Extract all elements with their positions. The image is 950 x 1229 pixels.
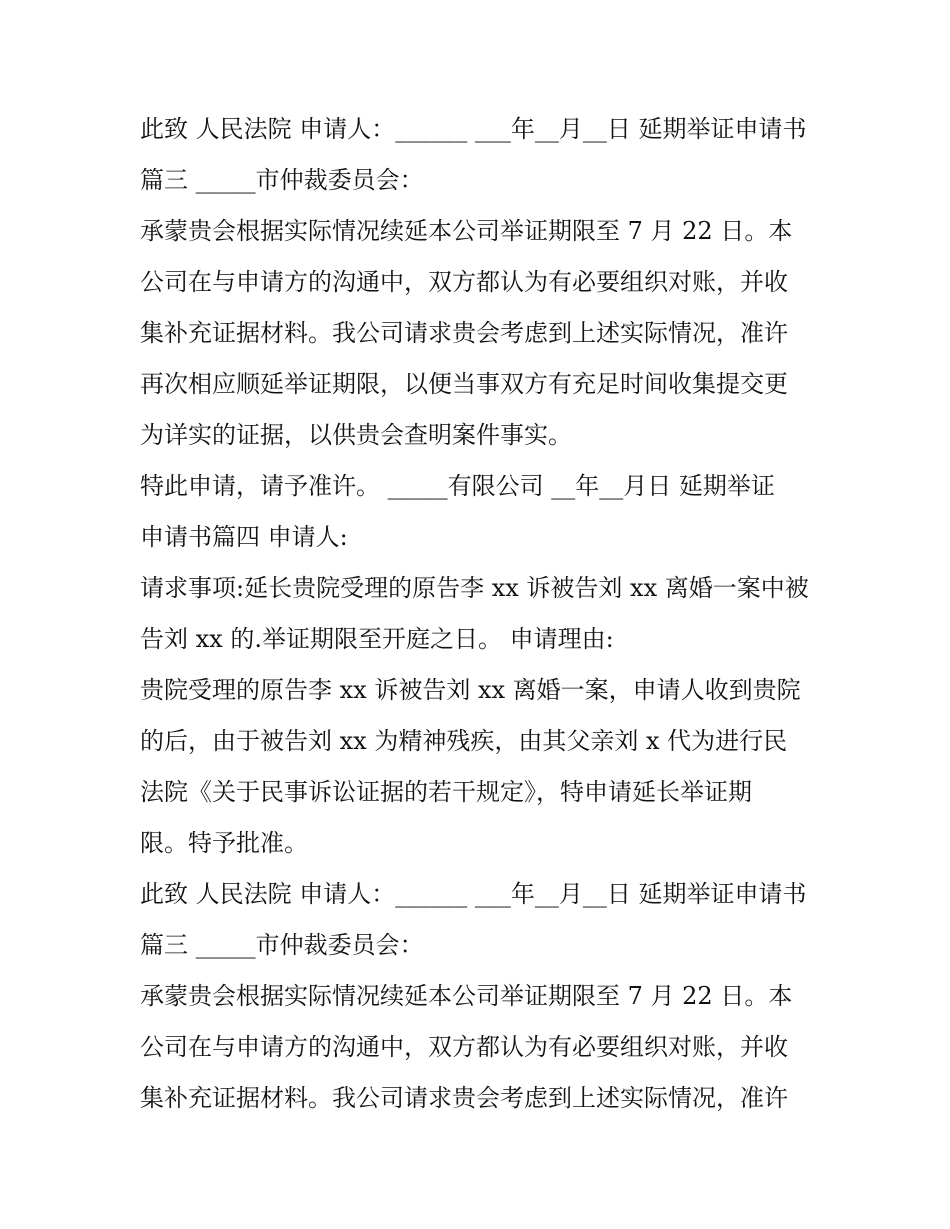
text-line: 法院《关于民事诉讼证据的若干规定》，特申请延长举证期 <box>140 778 752 806</box>
text-line: 为详实的证据，以供贵会查明案件事实。 <box>140 421 572 449</box>
text-line: 此致 人民法院 申请人：______ ___年__月__日 延期举证申请书 <box>140 880 807 908</box>
text-line: 请求事项:延长贵院受理的原告李 xx 诉被告刘 xx 离婚一案中被 <box>140 574 809 602</box>
text-line: 此致 人民法院 申请人：______ ___年__月__日 延期举证申请书 <box>140 115 807 143</box>
text-line: 再次相应顺延举证期限，以便当事双方有充足时间收集提交更 <box>140 370 788 398</box>
text-line: 篇三 _____市仲裁委员会： <box>140 166 424 194</box>
text-line: 集补充证据材料。我公司请求贵会考虑到上述实际情况，准许 <box>140 319 788 347</box>
text-line: 的后，由于被告刘 xx 为精神残疾，由其父亲刘 x 代为进行民 <box>140 727 788 755</box>
text-line: 限。特予批准。 <box>140 829 308 857</box>
text-line: 承蒙贵会根据实际情况续延本公司举证期限至 7 月 22 日。本 <box>140 217 793 245</box>
document-body <box>140 104 820 1124</box>
text-line: 公司在与申请方的沟通中，双方都认为有必要组织对账，并收 <box>140 268 788 296</box>
text-line: 集补充证据材料。我公司请求贵会考虑到上述实际情况，准许 <box>140 1084 788 1112</box>
text-line: 告刘 xx 的.举证期限至开庭之日。 申请理由: <box>140 625 614 653</box>
text-line: 申请书篇四 申请人: <box>140 523 348 551</box>
text-line: 贵院受理的原告李 xx 诉被告刘 xx 离婚一案，申请人收到贵院 <box>140 676 801 704</box>
text-line: 特此申请，请予准许。 _____有限公司 __年__月日 延期举证 <box>140 472 775 500</box>
text-line: 承蒙贵会根据实际情况续延本公司举证期限至 7 月 22 日。本 <box>140 982 793 1010</box>
text-line: 篇三 _____市仲裁委员会： <box>140 931 424 959</box>
text-line: 公司在与申请方的沟通中，双方都认为有必要组织对账，并收 <box>140 1033 788 1061</box>
